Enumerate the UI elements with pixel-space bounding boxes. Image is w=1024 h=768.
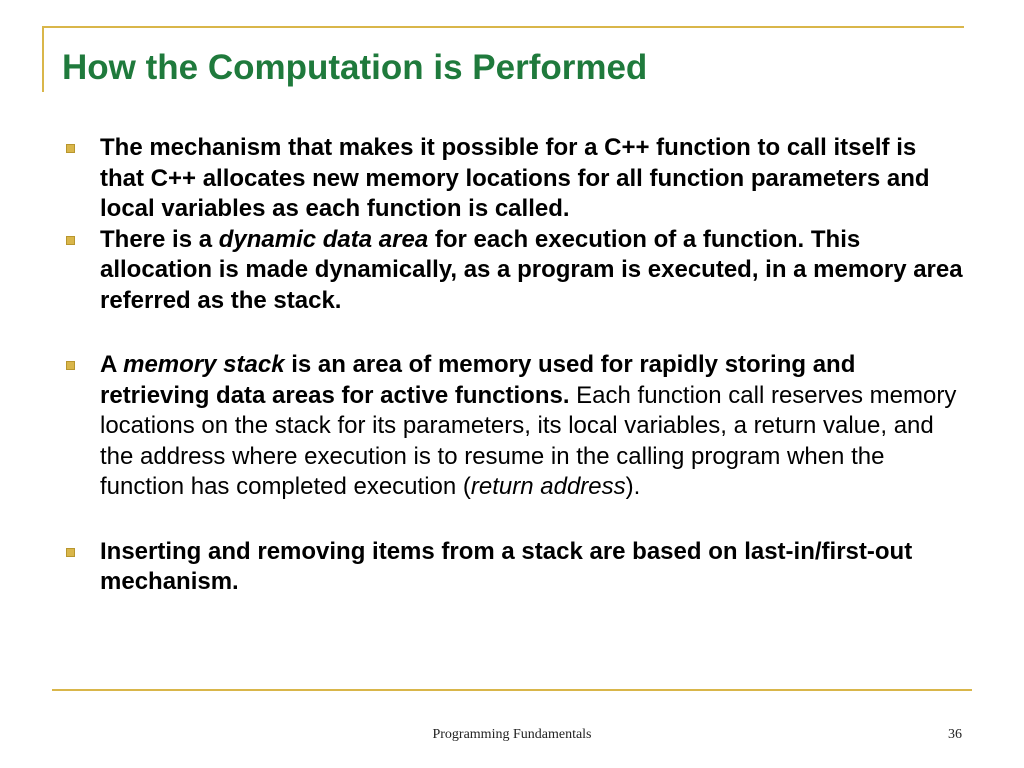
bullet-text: The mechanism that makes it possible for a C++ function to call itself is that C++ allocates new memory locations for all function parameters and local variables as each function is called. <box>100 134 930 222</box>
footer-divider-line <box>52 689 972 691</box>
slide-title: How the Computation is Performed <box>62 48 648 87</box>
square-bullet-icon <box>66 236 75 245</box>
bullet-text-post: for each execution of a function. This allocation is made dynamically, as a program is executed, in a memory area referred as the stack. <box>100 225 963 314</box>
footer-course-title: Programming Fundamentals <box>432 727 592 742</box>
frame-left-line <box>42 26 44 92</box>
bullet-text-post: is an area of memory used for rapidly storing and retrieving data areas for active functions. <box>100 351 856 409</box>
bullet-item <box>66 225 966 317</box>
bullet-item <box>66 537 966 598</box>
bullet-text-pre: There is a <box>100 225 219 253</box>
bullet-item <box>66 350 966 503</box>
bullet-list <box>66 133 966 598</box>
bullet-text <box>100 225 966 317</box>
bullet-text-normal: Each function call reserves memory locations on the stack for its parameters, its local variables, a return value, and the address where execution is to resume in the calling program when the function has completed execution ( <box>100 381 957 500</box>
bullet-text: Inserting and removing items from a stack are based on last-in/first-out mechanism. <box>100 537 913 595</box>
frame-top-line <box>42 26 964 28</box>
footer-page-number: 36 <box>948 727 962 742</box>
bullet-text-emphasis: memory stack <box>123 351 285 378</box>
bullet-text-pre: A <box>100 351 124 378</box>
bullet-text-emphasis: dynamic data area <box>218 225 429 253</box>
square-bullet-icon <box>66 548 75 557</box>
bullet-text-italic: return address <box>470 473 626 500</box>
bullet-item <box>66 133 966 225</box>
square-bullet-icon <box>66 361 75 370</box>
bullet-text <box>100 350 966 503</box>
square-bullet-icon <box>66 144 75 153</box>
bullet-text-normal-end: ). <box>625 473 641 500</box>
